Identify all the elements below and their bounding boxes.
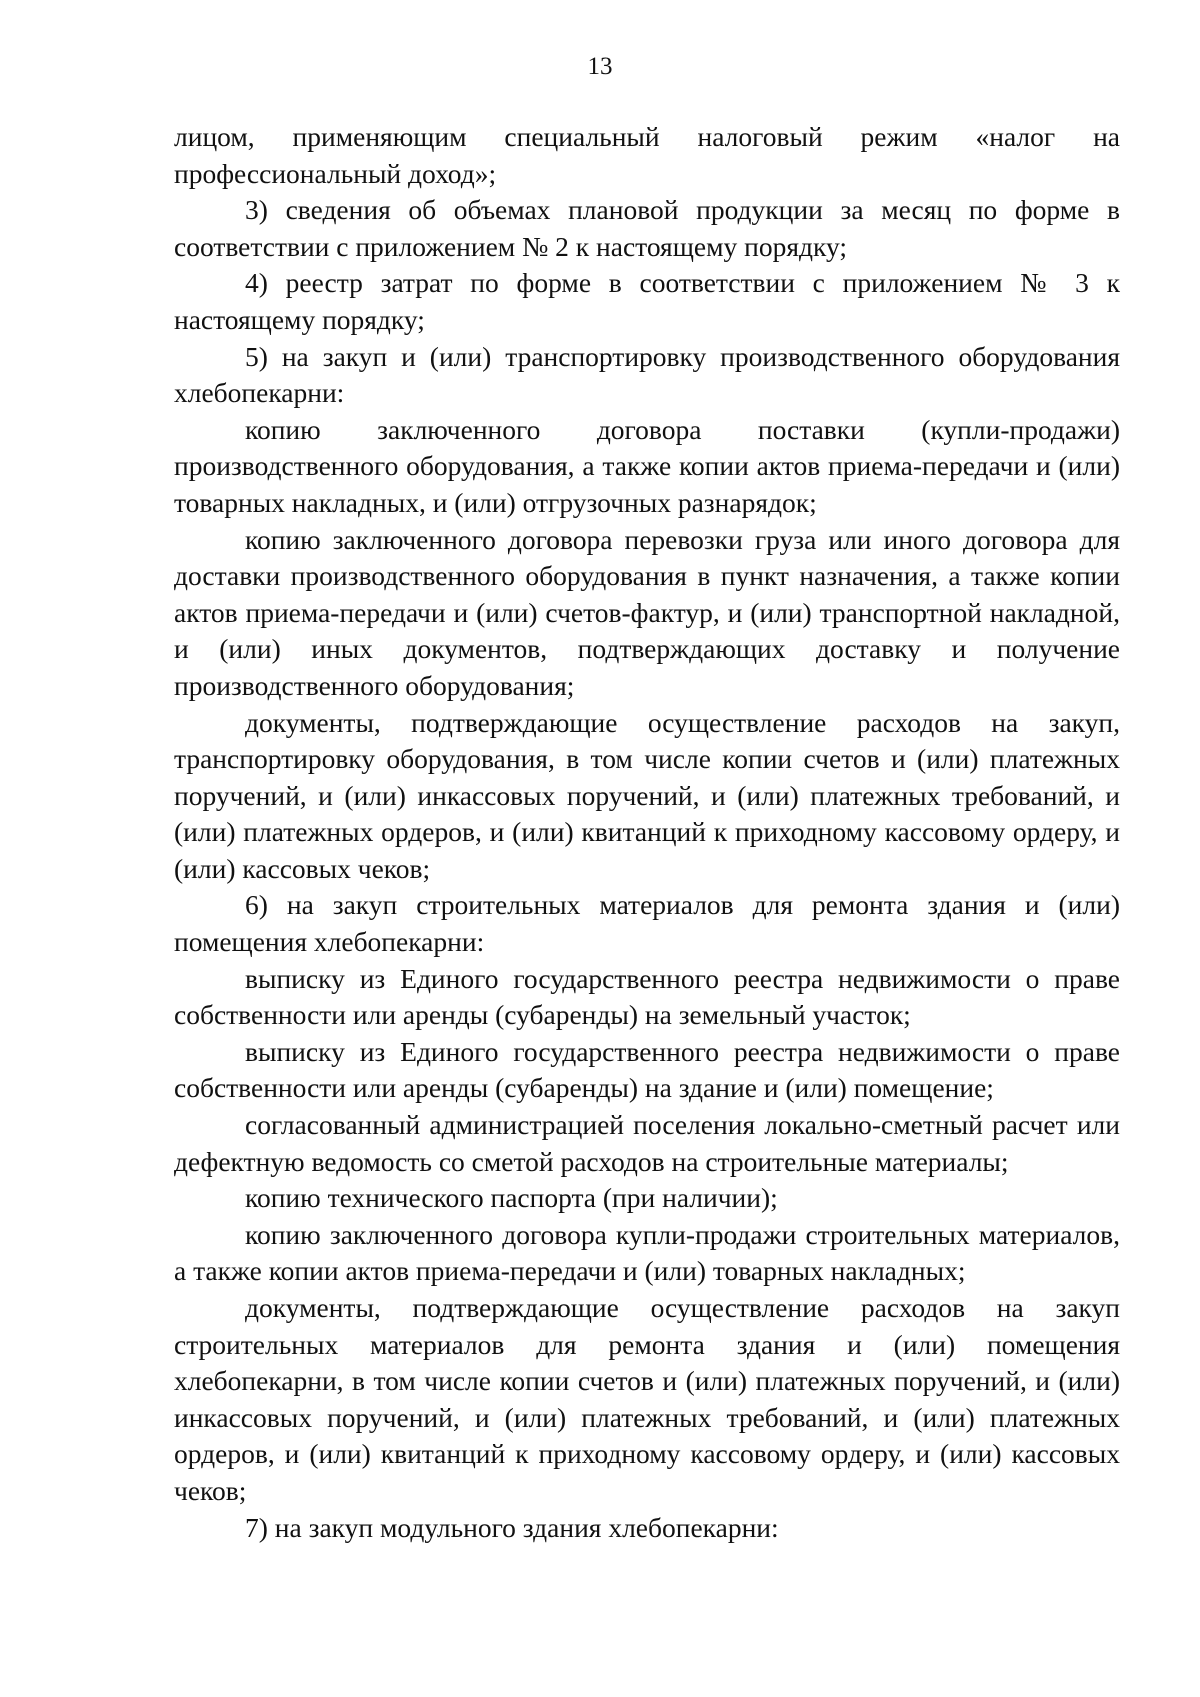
paragraph-land-registry-extract: выписку из Единого государственного реестра недвижимости о праве собственности или аренды (субаренды) на земельный участок; <box>174 962 1120 1031</box>
page-number: 13 <box>587 53 613 80</box>
paragraph-materials-contract: копию заключенного договора купли-продажи строительных материалов, а также копии актов приема-передачи и (или) товарных накладных; <box>174 1218 1120 1287</box>
paragraph-expense-documents: документы, подтверждающие осуществление расходов на закуп, транспортировку оборудования, в том числе копии счетов и (или) платежных поручений, и (или) инкассовых поручений, и (или) платежных требований, и (или) платежных ордеров, и (или) квитанций к приходному кассовому ордеру, и (или) кассовых чеков; <box>174 706 1120 884</box>
document-body <box>174 119 1120 1546</box>
paragraph-cost-estimate: согласованный администрацией поселения локально-сметный расчет или дефектную ведомость со сметой расходов на строительные материалы; <box>174 1109 1120 1177</box>
paragraph-transport-contract: копию заключенного договора перевозки груза или иного договора для доставки производственного оборудования в пункт назначения, а также копии актов приема-передачи и (или) счетов-фактур, и (или) транспортной накладной, и (или) иных документов, подтверждающих доставку и получение производственного оборудования; <box>174 523 1120 701</box>
paragraph-supply-contract: копию заключенного договора поставки (купли-продажи) производственного оборудования, а также копии актов приема-передачи и (или) товарных накладных, и (или) отгрузочных разнарядок; <box>174 413 1120 518</box>
paragraph-item-4: 4) реестр затрат по форме в соответствии с приложением № 3 к настоящему порядку; <box>174 267 1120 335</box>
paragraph-technical-passport: копию технического паспорта (при наличии); <box>245 1182 778 1214</box>
paragraph-item-7: 7) на закуп модульного здания хлебопекарни: <box>245 1511 779 1543</box>
paragraph-item-5: 5) на закуп и (или) транспортировку производственного оборудования хлебопекарни: <box>174 340 1120 409</box>
paragraph-materials-expense-documents: документы, подтверждающие осуществление расходов на закуп строительных материалов для ремонта здания и (или) помещения хлебопекарни, в том числе копии счетов и (или) платежных поручений, и (или) инкассовых поручений, и (или) платежных требований, и (или) платежных ордеров, и (или) квитанций к приходному кассовому ордеру, и (или) кассовых чеков; <box>174 1292 1120 1506</box>
paragraph-building-registry-extract: выписку из Единого государственного реестра недвижимости о праве собственности или аренды (субаренды) на здание и (или) помещение; <box>174 1035 1120 1104</box>
paragraph-item-3: 3) сведения об объемах плановой продукции за месяц по форме в соответствии с приложением № 2 к настоящему порядку; <box>174 194 1120 262</box>
paragraph-continuation: лицом, применяющим специальный налоговый режим «налог на профессиональный доход»; <box>174 121 1120 189</box>
paragraph-item-6: 6) на закуп строительных материалов для ремонта здания и (или) помещения хлебопекарни: <box>174 889 1120 958</box>
